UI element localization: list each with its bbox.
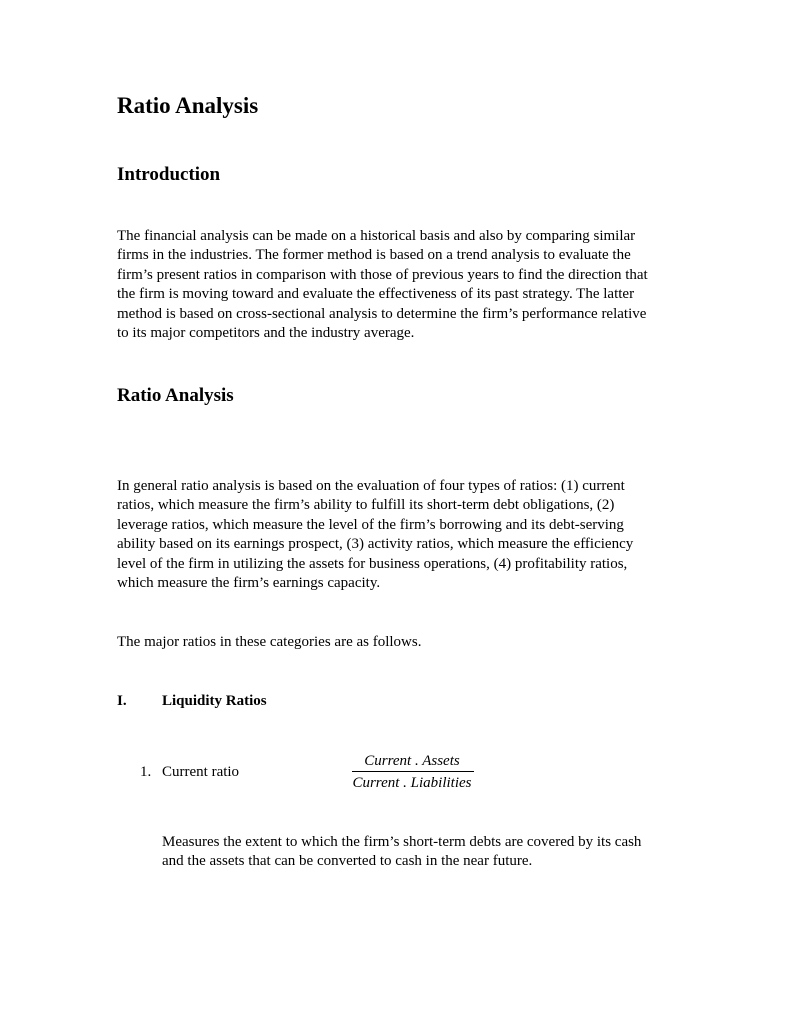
paragraph-line: The financial analysis can be made on a historical basis and also by comparing similar <box>117 228 636 244</box>
fraction-bar <box>352 771 474 772</box>
document-title: Ratio Analysis <box>117 93 259 118</box>
ratio-analysis-heading: Ratio Analysis <box>117 385 234 406</box>
paragraph-line: which measure the firm’s earnings capacity. <box>117 575 381 592</box>
paragraph-line: level of the firm in utilizing the assets for business operations, (4) profitability ratios, <box>117 555 628 572</box>
list-item-label: Current ratio <box>162 764 240 780</box>
paragraph-line: method is based on cross-sectional analysis to determine the firm’s performance relative <box>117 305 647 322</box>
paragraph-line: to its major competitors and the industry average. <box>117 325 415 342</box>
paragraph-line: ability based on its earnings prospect, (3) activity ratios, which measure the efficiency <box>117 536 634 553</box>
ratio-analysis-paragraph <box>117 477 677 593</box>
paragraph-line: leverage ratios, which measure the level of the firm’s borrowing and its debt-serving <box>117 516 624 533</box>
paragraph-line: ratios, which measure the firm’s ability to fulfill its short-term debt obligations, (2) <box>117 497 615 514</box>
major-ratios-paragraph <box>117 633 677 652</box>
paragraph-line: the firm is moving toward and evaluate the effectiveness of its past strategy. The latter <box>117 286 635 303</box>
formula-denominator: Current . Liabilities <box>352 775 472 791</box>
current-ratio-formula <box>348 752 476 792</box>
paragraph-line: Measures the extent to which the firm’s short-term debts are covered by its cash <box>162 834 642 850</box>
list-item-number: 1. <box>140 764 152 780</box>
paragraph-line: The major ratios in these categories are as follows. <box>117 634 422 650</box>
introduction-paragraph <box>117 227 677 343</box>
current-ratio-description <box>162 833 682 872</box>
paragraph-line: and the assets that can be converted to cash in the near future. <box>162 853 533 870</box>
formula-numerator: Current . Assets <box>364 753 460 769</box>
paragraph-line: firms in the industries. The former method is based on a trend analysis to evaluate the <box>117 247 631 264</box>
introduction-heading: Introduction <box>117 164 221 185</box>
paragraph-line: In general ratio analysis is based on the evaluation of four types of ratios: (1) current <box>117 478 625 494</box>
section-number: I. <box>117 693 127 709</box>
paragraph-line: firm’s present ratios in comparison with those of previous years to find the direction that <box>117 266 648 283</box>
section-title: Liquidity Ratios <box>162 693 267 709</box>
